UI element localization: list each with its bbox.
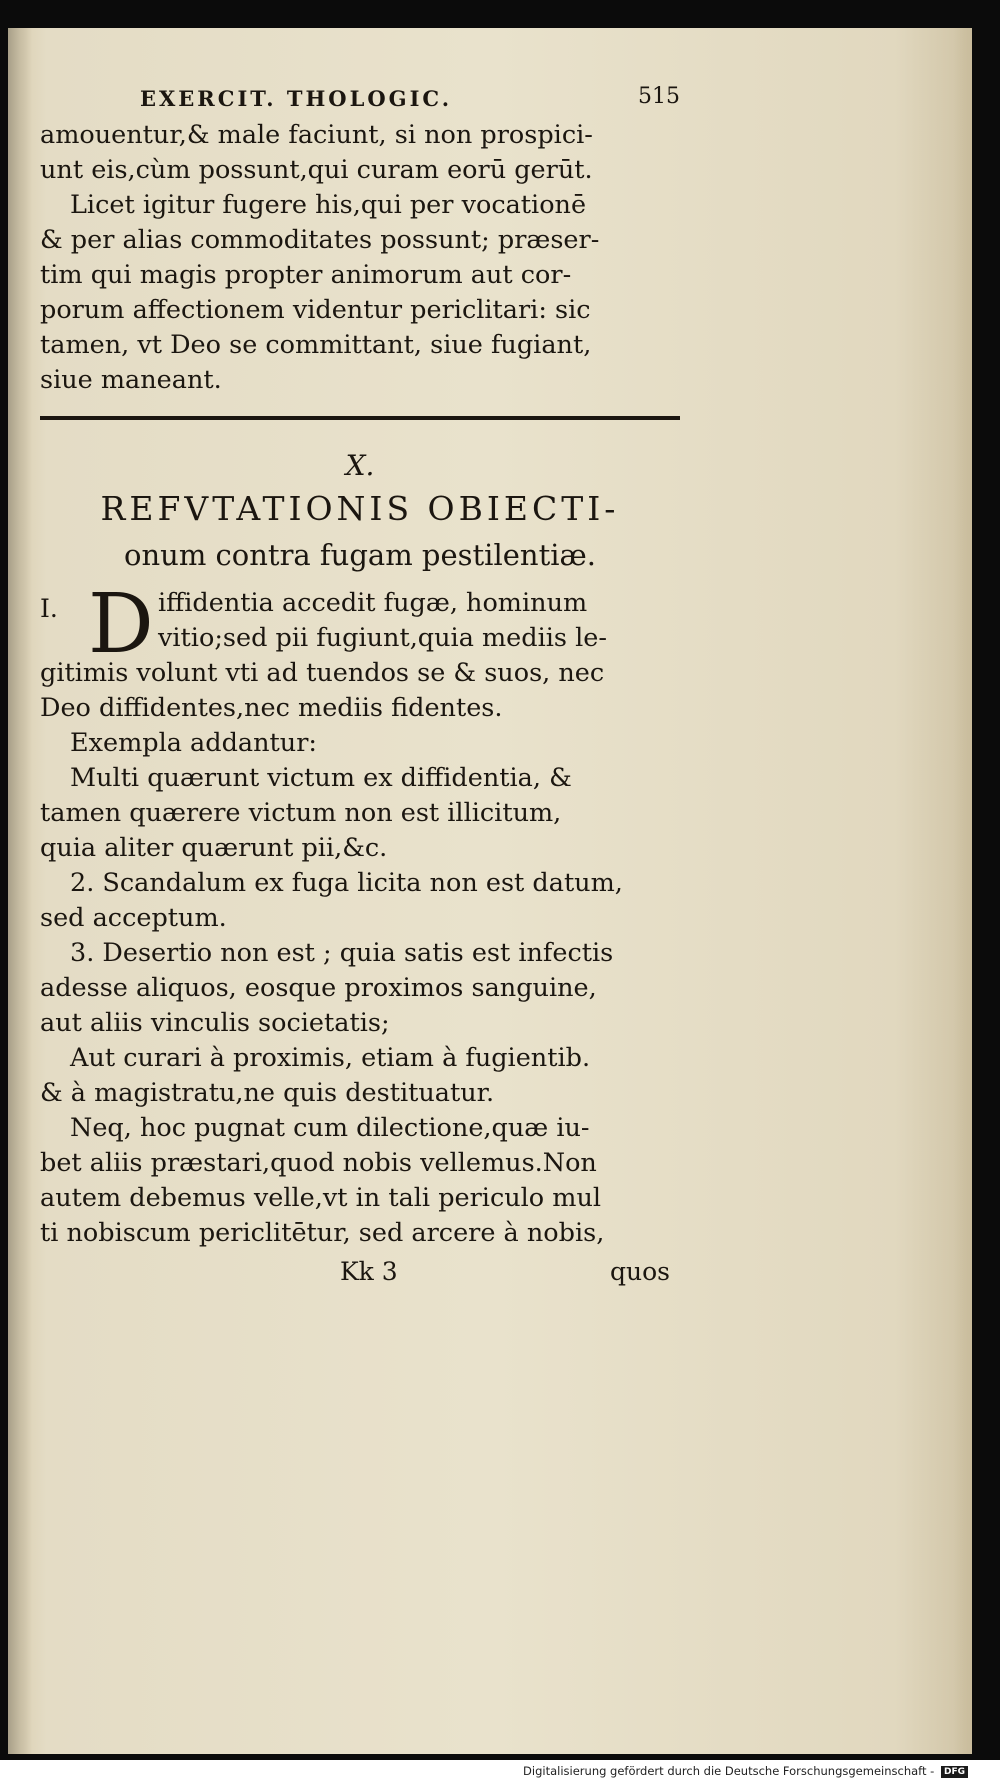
item-1-paragraph	[40, 577, 680, 672]
drop-capital: D	[88, 577, 154, 672]
text-line: bet aliis præstari,quod nobis vellemus.Non	[40, 1148, 597, 1178]
catchword: quos	[610, 1257, 670, 1286]
text-line: sed acceptum.	[40, 903, 227, 933]
text-line: porum affectionem videntur periclitari: sic	[40, 295, 591, 325]
text-line: & à magistratu,ne quis destituatur.	[40, 1078, 495, 1108]
text-line: iffidentia accedit fugæ, hominum	[158, 588, 588, 618]
text-line: Neq, hoc pugnat cum dilectione,quæ iu-	[70, 1113, 590, 1143]
text-line: tamen, vt Deo se committant, siue fugiant,	[40, 330, 592, 360]
text-line: tim qui magis propter animorum aut cor-	[40, 260, 572, 290]
page-number: 515	[638, 84, 680, 109]
text-line: Multi quærunt victum ex diffidentia, &	[70, 763, 572, 793]
credit-text: Digitalisierung gefördert durch die Deutsche Forschungsgemeinschaft -	[523, 1764, 935, 1778]
section-heading: REFVTATIONIS OBIECTI-	[100, 489, 620, 528]
text-block	[40, 86, 680, 1297]
page-gutter-edge	[8, 28, 32, 1754]
text-line: Aut curari à proximis, etiam à fugientib.	[70, 1043, 591, 1073]
page-right-shading	[954, 28, 972, 1754]
item-number: I.	[40, 594, 58, 623]
text-line: amouentur,& male faciunt, si non prospici-	[40, 120, 593, 150]
book-page	[8, 28, 972, 1754]
section-divider-rule	[40, 416, 680, 420]
text-line: & per alias commoditates possunt; præser-	[40, 225, 600, 255]
text-line: 3. Desertio non est ; quia satis est infectis	[70, 938, 614, 968]
page-footer	[40, 1257, 680, 1297]
signature-mark: Kk 3	[340, 1257, 398, 1286]
digitization-credit	[523, 1764, 968, 1778]
text-line: Exempla addantur:	[70, 728, 317, 758]
text-line: vitio;sed pii fugiunt,quia mediis le-	[158, 623, 607, 653]
section-subheading: onum contra fugam pestilentiæ.	[124, 538, 596, 572]
text-line: autem debemus velle,vt in tali periculo mul	[40, 1183, 602, 1213]
text-line: unt eis,cùm possunt,qui curam eorū gerūt.	[40, 155, 593, 185]
dfg-logo-badge: DFG	[941, 1766, 968, 1778]
text-line: siue maneant.	[40, 365, 222, 395]
running-head	[40, 86, 680, 118]
text-line: gitimis volunt vti ad tuendos se & suos, nec	[40, 658, 605, 688]
text-line: Licet igitur fugere his,qui per vocationē	[70, 190, 587, 220]
text-line: ti nobiscum periclitētur, sed arcere à nobis,	[40, 1218, 605, 1248]
section-number: X.	[345, 449, 375, 482]
text-line: Deo diffidentes,nec mediis fidentes.	[40, 693, 503, 723]
text-line: aut aliis vinculis societatis;	[40, 1008, 390, 1038]
text-line: quia aliter quærunt pii,&c.	[40, 833, 388, 863]
running-head-title: EXERCIT. THOLOGIC.	[140, 86, 453, 111]
text-line: adesse aliquos, eosque proximos sanguine,	[40, 973, 597, 1003]
text-line: tamen quærere victum non est illicitum,	[40, 798, 562, 828]
text-line: 2. Scandalum ex fuga licita non est datum,	[70, 868, 623, 898]
